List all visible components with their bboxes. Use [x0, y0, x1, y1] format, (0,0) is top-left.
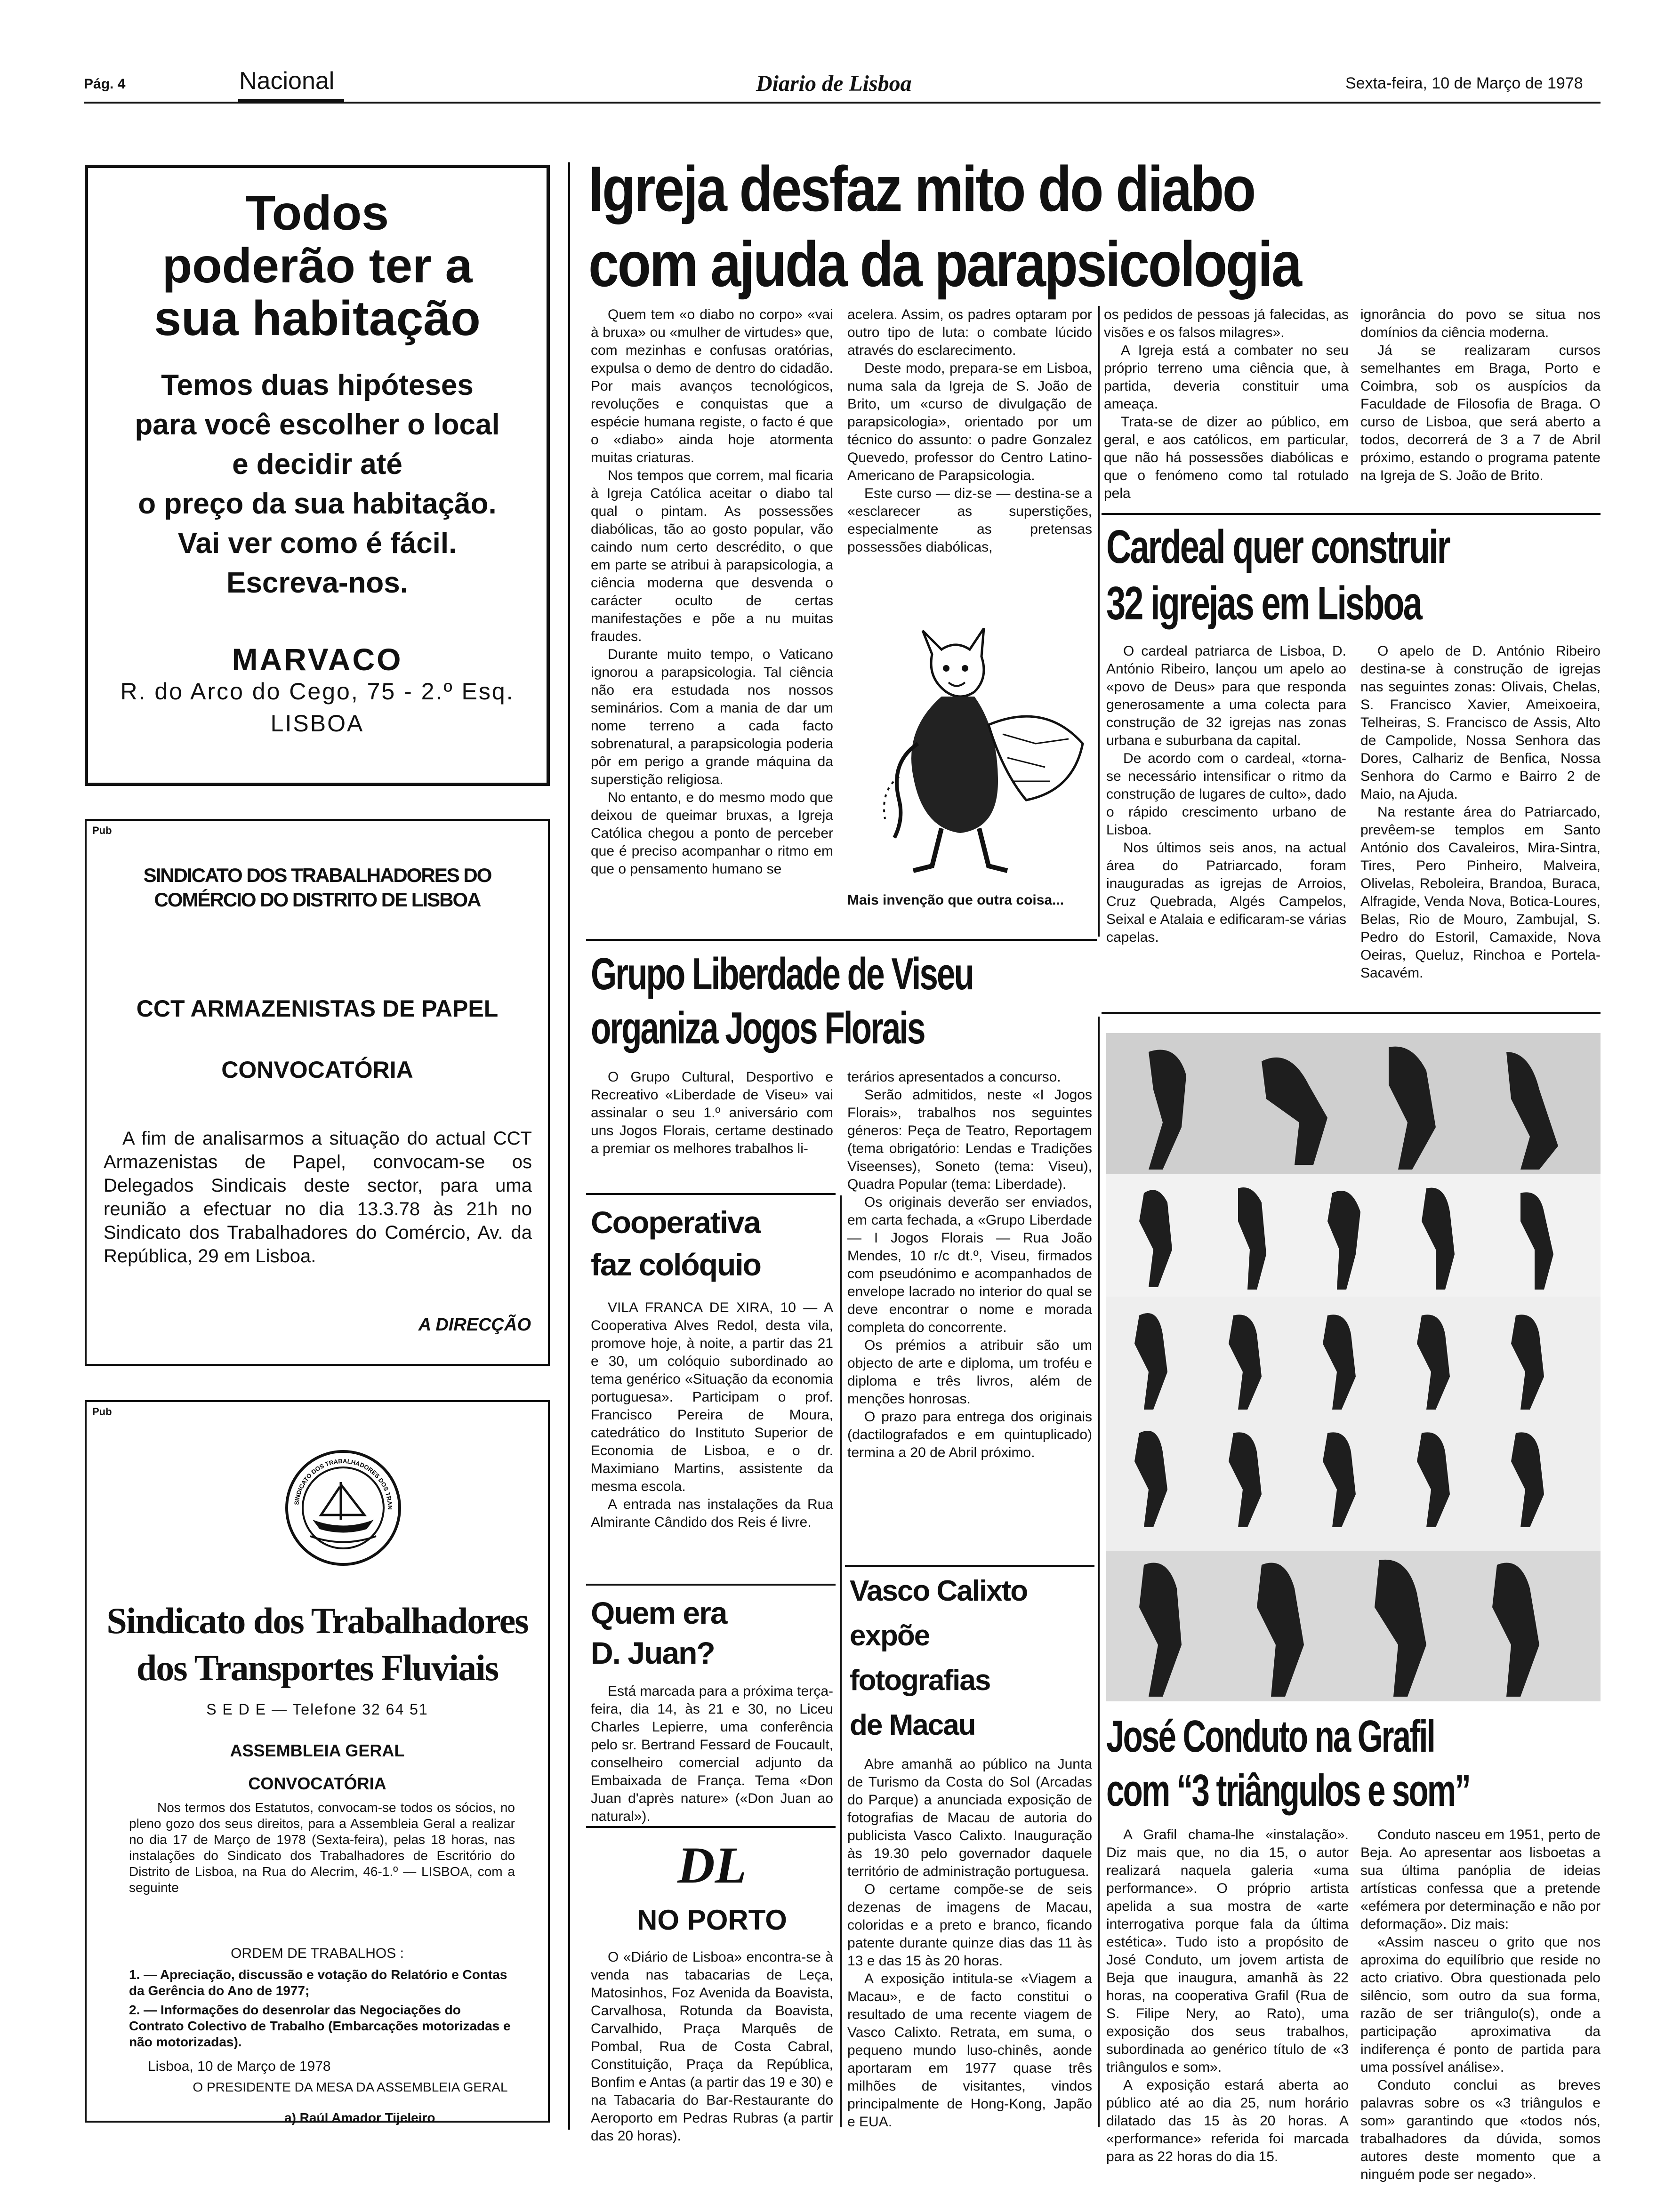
issue-date: Sexta-feira, 10 de Março de 1978 — [1345, 74, 1583, 92]
devil-illustration — [847, 621, 1092, 885]
igreja-col3-p2: A Igreja está a combater no seu próprio terreno uma ciência que, à partida, deveria constituir uma ameaça. — [1104, 343, 1349, 412]
ad-fluviais-signed: a) Raúl Amador Tijeleiro — [284, 2110, 435, 2125]
ad-marvaco — [85, 165, 550, 786]
calixto-headline-3: fotografias — [850, 1664, 990, 1697]
conduto-col2-p3: Conduto conclui as breves palavras sobre os «3 triângulos e som» garantindo que «todos nós, trabalhadores da dúvida, somos autores deste momento que a ninguém pode ser negado». — [1360, 2077, 1601, 2182]
rule-calixto-top — [845, 1565, 1094, 1567]
calixto-headline-2: expõe — [850, 1619, 930, 1652]
juan-body — [591, 1683, 833, 1826]
ad-marvaco-line1: Temos duas hipóteses — [161, 369, 474, 401]
conduto-col2-p1: Conduto nasceu em 1951, perto de Beja. Ao apresentar aos lisboetas a sua última panóplia de ideias artísticas confessa que a pretende «efémera por determinação e não por deformação». Diz mais: — [1360, 1827, 1601, 1932]
ad-fluviais-body: Nos termos dos Estatutos, convocam-se todos os sócios, no pleno gozo dos seus direitos, para a Assembleia Geral a realizar no dia 17 de Março de 1978 (Sexta-feira), pelas 18 horas, nas instalações do Sindicato dos Trabalhadores de Escritório do Distrito de Lisboa, na Rua do Alecrim, 46-1.º — LISBOA, com a seguinte — [129, 1800, 515, 1895]
dl-porto-title: NO PORTO — [637, 1904, 787, 1936]
ad-comercio-org: SINDICATO DOS TRABALHADORES DO COMÉRCIO DO DISTRITO DE LISBOA — [143, 864, 491, 911]
igreja-col4-p2: Já se realizaram cursos semelhantes em Braga, Porto e Coimbra, sob os auspícios da Faculdade de Filosofia de Braga. O curso de Lisboa, que será aberto a todos, decorrerá de 3 a 7 de Abril próximo, estando o programa patente na Igreja de S. João de Brito. — [1360, 343, 1601, 483]
viseu-col2-p1: terários apresentados a concurso. — [847, 1069, 1061, 1085]
ad-fluviais-president: O PRESIDENTE DA MESA DA ASSEMBLEIA GERAL — [193, 2080, 508, 2094]
dl-logo: DL — [677, 1836, 747, 1894]
calixto-p1: Abre amanhã ao público na Junta de Turismo da Costa do Sol (Arcadas do Parque) a anunciada exposição de fotografias de Macau de autoria do publicista Vasco Calixto. Inauguração às 19.30 pelo governador daquele território de administração portuguesa. — [847, 1756, 1092, 1879]
rule-juan-top — [586, 1584, 836, 1586]
igreja-col3-p1: os pedidos de pessoas já falecidas, as visões e os falsos milagres». — [1104, 307, 1349, 340]
ad-fluviais-item2: 2. — Informações do desenrolar das Negociações do Contrato Colectivo de Trabalho (Embarcações motorizadas e não motorizadas). — [129, 2003, 511, 2049]
igreja-col1-p4: No entanto, e do mesmo modo que deixou de queimar bruxas, a Igreja Católica chegou a ponto de perceber que é preciso acompanhar o ritmo em que o pensamento humano se — [591, 790, 833, 877]
header-rule — [84, 102, 1601, 104]
igreja-col1-p3: Durante muito tempo, o Vaticano ignorou a parapsicologia. Tal ciência não era estudada nos nossos seminários. Com a mania de dar um nome terreno a cada facto sobrenatural, a parapsicologia poderia pôr em perigo a grande máquina da superstição religiosa. — [591, 647, 833, 787]
ad-marvaco-line5: Vai ver como é fácil. — [177, 527, 457, 560]
rule-dl-top — [586, 1826, 836, 1828]
ad-fluviais-date: Lisboa, 10 de Março de 1978 — [148, 2059, 331, 2074]
union-seal-icon — [284, 1449, 402, 1567]
cooperativa-p1: VILA FRANCA DE XIRA, 10 — A Cooperativa Alves Redol, desta vila, promove hoje, à noite, a partir das 21 e 30, um colóquio subordinado ao tema genérico «Situação da economia portuguesa». Participam o prof. Francisco Pereira de Moura, catedrático do Instituto Superior de Economia de Lisboa, e o dr. Maximiano Martins, assistente da mesma escola. — [591, 1300, 833, 1494]
calixto-p3: A exposição intitula-se «Viagem a Macau», e de facto constitui o resultado de uma recente viagem de Vasco Calixto. Retrata, em suma, o pequeno mundo luso-chinês, aonde aportaram em 1977 quase três milhões de visitantes, vindos principalmente de Hong-Kong, Japão e EUA. — [847, 1971, 1092, 2130]
ad-marvaco-line4: o preço da sua habitação. — [138, 488, 497, 520]
column-divider — [568, 162, 570, 2130]
ad-fluviais — [85, 1400, 550, 2123]
igreja-column-3 — [1104, 306, 1349, 503]
masthead: Diario de Lisboa — [756, 71, 912, 96]
ad-fluviais-sede: S E D E — Telefone 32 64 51 — [206, 1701, 428, 1718]
juan-headline-1: Quem era — [591, 1595, 727, 1630]
ad-marvaco-line3: e decidir até — [232, 448, 402, 481]
divider-igreja-cardeal — [1098, 306, 1100, 937]
conduto-column-2 — [1360, 1826, 1601, 2184]
ad-fluviais-title2: dos Transportes Fluviais — [136, 1647, 499, 1688]
viseu-column-1 — [591, 1068, 833, 1158]
cardeal-column-1 — [1106, 642, 1346, 946]
conduto-col2-p2: «Assim nasceu o grito que nos aproxima do equilíbrio que reside no acto criativo. Obra questionada pelo silêncio, som outro da sua forma, razão de ser triângulo(s), onde a participação aproximativa da indiferença é ponto de partida para uma possível análise». — [1360, 1934, 1601, 2075]
igreja-col2-p2: Deste modo, prepara-se em Lisboa, numa sala da Igreja de S. João de Brito, um «curso de divulgação de parapsicologia», orientado por um técnico do assunto: o padre Gonzalez Quevedo, professor do Centro Latino-Americano de Parapsicologia. — [847, 361, 1092, 483]
calixto-p2: O certame compõe-se de seis dezenas de imagens de Macau, coloridas e a preto e branco, ficando patente durante quinze dias das 11 às 13 e das 15 às 20 horas. — [847, 1882, 1092, 1969]
viseu-col2-p5: O prazo para entrega dos originais (dactilografados e em quintuplicado) termina a 20 de Abril próximo. — [847, 1409, 1092, 1460]
ad-fluviais-pub-label: Pub — [92, 1406, 112, 1418]
rule-cardeal-bottom — [1102, 1012, 1601, 1014]
cardeal-col1-p3: Nos últimos seis anos, na actual área do Patriarcado, foram inauguradas as igrejas de Arroios, Cruz Quebrada, Algés Campelos, Seixal e Atalaia e edificaram-se várias capelas. — [1106, 840, 1346, 945]
divider-right-lower — [1098, 1017, 1100, 2127]
cooperativa-headline-1: Cooperativa — [591, 1205, 760, 1240]
calixto-body — [847, 1755, 1092, 2131]
viseu-col2-p3: Os originais deverão ser enviados, em carta fechada, a «Grupo Liberdade — I Jogos Florais — Rua João Mendes, 10 r/c dt.º, Viseu, firmados com pseudónimo e acompanhados de envelope lacrado no interior do qual se deve encontrar o nome e morada completa do concorrente. — [847, 1194, 1092, 1335]
ad-comercio-body: A fim de analisarmos a situação do actual CCT Armazenistas de Papel, convocam-se os Delegados Sindicais deste sector, para uma reunião a efectuar no dia 13.3.78 às 21h no Sindicato dos Trabalhadores do Comércio, Av. da República, 29 em Lisboa. — [104, 1128, 532, 1266]
ad-fluviais-item1: 1. — Apreciação, discussão e votação do Relatório e Contas da Gerência do Ano de 1977; — [129, 1967, 507, 1998]
viseu-col1-p1: O Grupo Cultural, Desportivo e Recreativo «Liberdade de Viseu» vai assinalar o seu 1.º aniversário com uns Jogos Florais, certame destinado a premiar os melhores trabalhos li- — [591, 1069, 833, 1156]
calixto-headline-1: Vasco Calixto — [850, 1575, 1028, 1607]
igreja-column-1 — [591, 306, 833, 878]
rule-cooperativa-top — [586, 1193, 836, 1195]
conduto-headline-2: com “3 triângulos e som” — [1106, 1765, 1470, 1816]
igreja-caption: Mais invenção que outra coisa... — [847, 892, 1064, 908]
rule-igreja-bottom — [586, 939, 1097, 941]
section-name: Nacional — [239, 67, 335, 95]
ad-fluviais-title1: Sindicato dos Trabalhadores — [106, 1600, 528, 1641]
ad-marvaco-company: MARVACO — [232, 642, 403, 677]
igreja-column-4 — [1360, 306, 1601, 485]
viseu-headline-1: Grupo Liberdade de Viseu — [591, 949, 973, 999]
juan-headline-2: D. Juan? — [591, 1635, 715, 1670]
performance-photo-sequence — [1106, 1033, 1601, 1701]
ad-fluviais-assembly: ASSEMBLEIA GERAL — [230, 1741, 405, 1760]
ad-marvaco-line6: Escreva-nos. — [226, 567, 408, 599]
svg-text:SINDICATO DOS TRABALHADORES DO: SINDICATO DOS TRABALHADORES DOS TRAN — [293, 1457, 394, 1510]
dl-porto-p1: O «Diário de Lisboa» encontra-se à venda nas tabacarias de Leça, Matosinhos, Foz Avenida da Boavista, Carvalhosa, Rotunda da Boavista, Carvalhido, Praça Marquês de Pombal, Rua de Costa Cabral, Constituição, Praça da República, Bonfim e Antas (a partir das 19 e 30) e na Tabacaria do Bar-Restaurante do Aeroporto em Pedras Rubras (a partir das 20 horas). — [591, 1949, 833, 2144]
igreja-column-2 — [847, 306, 1092, 556]
ad-fluviais-order-title: ORDEM DE TRABALHOS : — [231, 1946, 404, 1961]
ad-marvaco-line2: para você escolher o local — [135, 409, 500, 441]
ad-comercio-subject: CCT ARMAZENISTAS DE PAPEL — [136, 995, 499, 1022]
viseu-column-2 — [847, 1068, 1092, 1462]
cardeal-column-2 — [1360, 642, 1601, 982]
cardeal-col2-p2: Na restante área do Patriarcado, prevêem-se templos em Santo António dos Cavaleiros, Mira-Sintra, Tires, Pero Pinheiro, Malveira, Olivelas, Reboleira, Brandoa, Buraca, Alfragide, Venda Nova, Botica-Loures, Belas, Rio de Mouro, Zambujal, S. Pedro do Estoril, Camaxide, Nova Oeiras, Queluz, Rinchoa e Portela-Sacavém. — [1360, 804, 1601, 981]
igreja-headline-1: Igreja desfaz mito do diabo — [588, 153, 1255, 224]
igreja-col1-p1: Quem tem «o diabo no corpo» «vai à bruxa» ou «mulher de virtudes» que, com mezinhas e confusas oratórias, expulsa o demo de dentro do cidadão. Por mais avanços tecnológicos, revoluções e conquistas que a espécie humana registe, o facto é que o «diabo» ainda hoje atormenta muitas criaturas. — [591, 307, 833, 465]
cooperativa-headline-2: faz colóquio — [591, 1247, 761, 1282]
igreja-col2-p1: acelera. Assim, os padres optaram por outro tipo de luta: o combate lúcido através do esclarecimento. — [847, 307, 1092, 358]
ad-comercio-pub-label: Pub — [92, 825, 112, 836]
cardeal-col1-p1: O cardeal patriarca de Lisboa, D. António Ribeiro, lançou um apelo ao «povo de Deus» para que responda generosamente a uma colecta para construção de 32 igrejas nas zonas urbana e suburbana da capital. — [1106, 643, 1346, 748]
page-number: Pág. 4 — [84, 76, 126, 92]
igreja-col1-p2: Nos tempos que correm, mal ficaria à Igreja Católica aceitar o diabo tal qual o pintam. As possessões diabólicas, tão ao gosto popular, vão caindo num certo descrédito, o que em parte se atribui à parapsicologia, a ciência moderna que desvenda o carácter oculto de certas manifestações e põe a nu muitas fraudes. — [591, 468, 833, 644]
conduto-col1-p2: A exposição estará aberta ao público até ao dia 25, num horário dilatado das 15 às 20 horas. A «performance» referida foi marcada para as 22 horas do dia 15. — [1106, 2077, 1349, 2164]
ad-comercio — [85, 819, 550, 1366]
igreja-col2-p3: Este curso — diz-se — destina-se a «esclarecer as superstições, especialmente as pretensas possessões diabólicas, — [847, 486, 1092, 555]
viseu-headline-2: organiza Jogos Florais — [591, 1003, 925, 1053]
igreja-col3-p3: Trata-se de dizer ao público, em geral, e aos católicos, em particular, que não há possessões diabólicas e que o fenómeno como tal rotulado pela — [1104, 414, 1349, 501]
conduto-column-1 — [1106, 1826, 1349, 2166]
cooperativa-body — [591, 1299, 833, 1531]
cardeal-headline-1: Cardeal quer construir — [1106, 521, 1449, 573]
igreja-col4-p1: ignorância do povo se situa nos domínios da ciência moderna. — [1360, 307, 1601, 340]
viseu-col2-p2: Serão admitidos, neste «I Jogos Florais», trabalhos nos seguintes géneros: Peça de Teatro, Reportagem (tema obrigatório: Lendas e Tradições Viseenses), Soneto (tema: Viseu), Quadra Popular (tema: Liberdade). — [847, 1087, 1092, 1192]
ad-marvaco-address2: LISBOA — [270, 710, 364, 737]
dl-porto-body — [591, 1948, 833, 2145]
juan-p1: Está marcada para a próxima terça-feira, dia 14, às 21 e 30, no Liceu Charles Lepierre, uma conferência pelo sr. Bertrand Fessard de Foucault, conselheiro comercial adjunto da Embaixada de França. Tema «Don Juan d'après nature» («Don Juan ao natural»). — [591, 1683, 833, 1824]
ad-fluviais-convoc: CONVOCATÓRIA — [248, 1774, 386, 1793]
igreja-headline-2: com ajuda da parapsicologia — [588, 228, 1301, 300]
ad-comercio-sign: A DIRECÇÃO — [418, 1315, 531, 1335]
ad-marvaco-address1: R. do Arco do Cego, 75 - 2.º Esq. — [120, 678, 515, 705]
rule-cardeal-top — [1102, 513, 1601, 515]
conduto-col1-p1: A Grafil chama-lhe «instalação». Diz mais que, no dia 15, o autor realizará naquela galeria «uma performance». O próprio artista apelida a sua mostra de «arte interrogativa porque fala da última estética». Tudo isto a propósito de José Conduto, um jovem artista de Beja que inaugura, amanhã às 22 horas, na cooperativa Grafil (Rua de S. Filipe Nery, ao Rato), uma exposição dos seus trabalhos, subordinada ao genérico título de «3 triângulos e som». — [1106, 1827, 1349, 2075]
viseu-col2-p4: Os prémios a atribuir são um objecto de arte e diploma, um troféu e diploma e três livros, além de menções honrosas. — [847, 1338, 1092, 1407]
cardeal-col2-p1: O apelo de D. António Ribeiro destina-se à construção de igrejas nas seguintes zonas: Olivais, Chelas, S. Francisco Xavier, Ameixoeira, Telheiras, S. Francisco de Assis, Alto de Campolide, Nossa Senhora das Dores, Calhariz de Benfica, Nossa Senhora do Carmo e Bairro 2 de Maio, na Ajuda. — [1360, 643, 1601, 802]
ad-comercio-convoc: CONVOCATÓRIA — [221, 1057, 413, 1083]
divider-mid-lower — [840, 1195, 842, 2127]
conduto-headline-1: José Conduto na Grafil — [1106, 1711, 1435, 1762]
cooperativa-p2: A entrada nas instalações da Rua Almirante Cândido dos Reis é livre. — [591, 1497, 833, 1530]
cardeal-headline-2: 32 igrejas em Lisboa — [1106, 577, 1421, 630]
cardeal-col1-p2: De acordo com o cardeal, «torna-se necessário intensificar o ritmo da construção de lugares de culto», dado o rápido crescimento urbano de Lisboa. — [1106, 751, 1346, 838]
ad-marvaco-title: Todos poderão ter a sua habitação — [154, 186, 481, 346]
calixto-headline-4: de Macau — [850, 1709, 975, 1741]
